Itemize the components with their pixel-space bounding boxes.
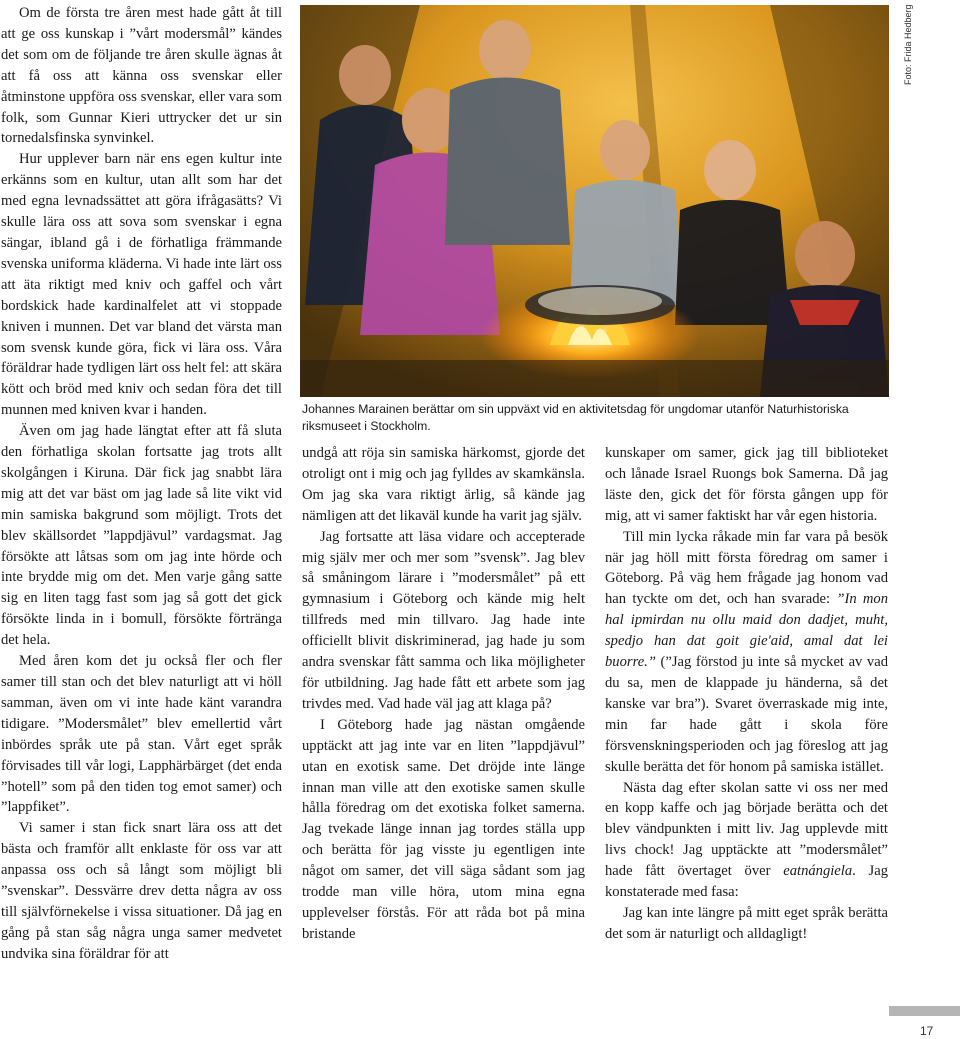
paragraph bbox=[605, 527, 888, 778]
paragraph: Jag kan inte längre på mitt eget språk berätta det som är naturligt och alldagligt! bbox=[605, 904, 888, 942]
paragraph: kunskaper om samer, gick jag till biblioteket och lånade Israel Ruongs bok Samerna. Då jag läste den, gick det för första gången upp för mig, att vi samer faktiskt har vår egen historia. bbox=[605, 445, 888, 524]
paragraph: Jag fortsatte att läsa vidare och accepterade mig själv mer och mer som ”svensk”. Jag blev så småningom lärare i ”modersmålet” på ett gymnasium i Göteborg och kände mig helt tillfreds med min tillvaro. Jag hade inte officiellt blivit diskriminerad, jag hade ju som andra svenskar fått samma och lika möjligheter för utbildning. Jag hade fått ett arbete som jag trivdes med. Vad hade väl jag att klaga på? bbox=[302, 528, 585, 712]
page-number: 17 bbox=[920, 1024, 934, 1038]
paragraph bbox=[605, 778, 888, 903]
paragraph: Vi samer i stan fick snart lära oss att det bästa och framför allt enklaste för oss var att anpassa oss och så långt som möjligt bli ”svenskar”. Dessvärre drev detta några av oss till självförnekelse i vissa situationer. Då jag en gång på stan såg några unga samer medvetet undvika sina föräldrar för att bbox=[1, 820, 282, 962]
photo-caption: Johannes Marainen berättar om sin uppväxt vid en aktivitetsdag för ungdomar utanför Naturhistoriska riksmuseet i Stockholm. bbox=[302, 402, 849, 433]
paragraph: Med åren kom det ju också fler och fler samer till stan och det blev naturligt att vi höll samman, även om vi inte hade känt varandra tidigare. ”Modersmålet” blev emellertid vårt inbördes språk ute på stan. Vårt eget språk förvisades till vår logi, Lapphärbärget (det enda ”hotell” som på den tiden tog emot samer) och ”lappfiket”. bbox=[1, 653, 282, 816]
paragraph: I Göteborg hade jag nästan omgående upptäckt att jag inte var en liten ”lappdjävul” utan en exotisk same. Det dröjde inte länge innan man ville att den exotiske samen skulle hålla föredrag om det exotiska folket samerna. Jag tvekade länge innan jag tordes ställa upp och berätta för jag visste ju egentligen inte något om samer, det vill säga sådant som jag trodde man ville höra, utom mina egna upplevelser förstås. För att råda bot på mina bristande bbox=[302, 716, 585, 942]
paragraph: Även om jag hade längtat efter att få sluta den förhatliga skolan fortsatte jag trots allt skolgången i Kiruna. Där fick jag snabbt lära mig att det var bäst om jag lade så lite vikt vid min samiska bakgrund som möjligt. Trots det blev skällsordet ”lappdjävul” vardagsmat. Jag försökte att låtsas som om jag inte hörde och inte brydde mig om det. Men varje gång satte sig en liten tagg fast som jag så gott det gick försökte linda in i bomull, försökte förtränga det hela. bbox=[1, 423, 282, 649]
tent-campfire-photo bbox=[300, 5, 889, 397]
paragraph-text: . Jag konstaterade med fasa: bbox=[605, 863, 888, 901]
article-column-2 bbox=[302, 443, 585, 945]
paragraph: Om de första tre åren mest hade gått åt till att ge oss kunskap i ”vårt modersmål” kändes det som om de följande tre åren skulle ägnas åt att få oss att känna oss svenskar eller åtminstone uppföra oss svenskar, eller vara som folk, som Gunnar Kieri uttrycker det ur sin tornedalsfinska synvinkel. bbox=[1, 5, 282, 147]
article-column-3 bbox=[605, 443, 888, 945]
footer-bar bbox=[889, 1006, 960, 1016]
photo-credit bbox=[889, 4, 913, 397]
paragraph-text: (”Jag förstod ju inte så mycket av vad du sa, men de klappade ju händerna, så det kanske var bra”). Svaret överraskade mig inte, min far hade gått i skola före försvenskningsperioden och jag föreslog att jag skulle berätta det för honom på samiska istället. bbox=[605, 654, 888, 775]
sami-word: eatnángiela bbox=[783, 863, 853, 880]
paragraph: undgå att röja sin samiska härkomst, gjorde det otroligt ont i mig och jag fylldes av skamkänsla. Om jag ska vara riktigt ärlig, så kände jag nämligen att det likaväl kunde ha varit jag själv. bbox=[302, 445, 585, 524]
photo-credit-text: Foto: Frida Hedberg bbox=[903, 4, 913, 85]
photo-illustration bbox=[300, 5, 889, 397]
paragraph: Hur upplever barn när ens egen kultur inte erkänns som en kultur, utan allt som har det med egna levnadssättet att göra ifrågasätts? Vi skulle lära oss att sova som svenskar i egna sängar, ibland gå i de förhatliga främmande svenska uniforma kläderna. Vi hade inte lärt oss att äta riktigt med kniv och gaffel och vårt bordskick hade kardinalfelet att vi stoppade kniven i munnen. Det var bland det värsta man som svensk kunde göra, fick vi lära oss. Våra föräldrar hade tydligen lärt oss helt fel: att skära kött och bröd med kniv och sedan föra det till munnen med kniven kvar i handen. bbox=[1, 151, 282, 419]
article-column-1 bbox=[1, 3, 282, 965]
paragraph-text: Till min lycka råkade min far vara på besök när jag höll mitt första föredrag om samer i Göteborg. På väg hem frågade jag honom vad han tyckte om det, och han svarade: bbox=[605, 528, 888, 608]
paragraph-text: Nästa dag efter skolan satte vi oss ner med en kopp kaffe och jag började berätta och det blev vändpunkten i mitt liv. Jag upplevde mitt livs chock! Jag upptäckte att ”modersmålet” hade fått övertaget över bbox=[605, 779, 888, 880]
sami-quote: ”In mon hal ipmirdan nu ollu maid don dadjet, muht, spedjo han dat goit gie'aid, amal dat lei buorre.” bbox=[605, 591, 888, 671]
